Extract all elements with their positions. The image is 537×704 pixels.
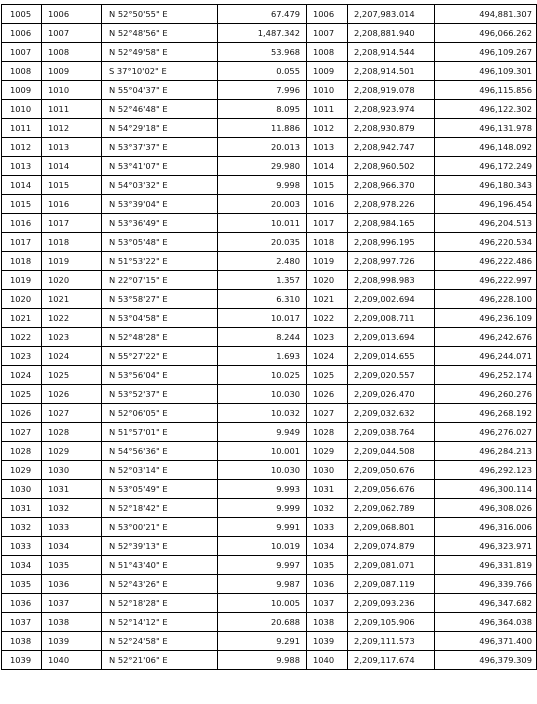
cell-easting: 496,204.513 (435, 214, 537, 233)
table-row (2, 271, 537, 290)
cell-to-point: 1040 (42, 651, 102, 670)
cell-from-point: 1036 (2, 594, 42, 613)
cell-point-number: 1024 (307, 347, 348, 366)
cell-distance: 10.032 (218, 404, 307, 423)
cell-northing: 2,209,068.801 (348, 518, 435, 537)
cell-easting: 496,316.006 (435, 518, 537, 537)
cell-bearing: N 51°57'01" E (102, 423, 218, 442)
cell-distance: 10.001 (218, 442, 307, 461)
cell-distance: 20.013 (218, 138, 307, 157)
cell-point-number: 1009 (307, 62, 348, 81)
cell-northing: 2,208,998.983 (348, 271, 435, 290)
cell-distance: 9.999 (218, 499, 307, 518)
cell-bearing: N 52°48'56" E (102, 24, 218, 43)
cell-northing: 2,208,923.974 (348, 100, 435, 119)
cell-northing: 2,209,117.674 (348, 651, 435, 670)
cell-easting: 496,260.276 (435, 385, 537, 404)
cell-to-point: 1011 (42, 100, 102, 119)
cell-from-point: 1023 (2, 347, 42, 366)
cell-to-point: 1028 (42, 423, 102, 442)
cell-easting: 496,222.486 (435, 252, 537, 271)
cell-northing: 2,209,081.071 (348, 556, 435, 575)
table-row (2, 138, 537, 157)
cell-bearing: N 52°39'13" E (102, 537, 218, 556)
cell-easting: 496,339.766 (435, 575, 537, 594)
table-row (2, 214, 537, 233)
cell-point-number: 1013 (307, 138, 348, 157)
cell-northing: 2,209,093.236 (348, 594, 435, 613)
table-row (2, 176, 537, 195)
table-row (2, 309, 537, 328)
cell-from-point: 1025 (2, 385, 42, 404)
cell-bearing: N 53°00'21" E (102, 518, 218, 537)
cell-distance: 9.993 (218, 480, 307, 499)
table-row (2, 252, 537, 271)
cell-bearing: N 54°03'32" E (102, 176, 218, 195)
cell-northing: 2,208,978.226 (348, 195, 435, 214)
cell-easting: 496,236.109 (435, 309, 537, 328)
cell-to-point: 1026 (42, 385, 102, 404)
cell-easting: 496,323.971 (435, 537, 537, 556)
cell-point-number: 1037 (307, 594, 348, 613)
cell-easting: 496,109.301 (435, 62, 537, 81)
cell-point-number: 1029 (307, 442, 348, 461)
table-row (2, 575, 537, 594)
cell-bearing: N 52°43'26" E (102, 575, 218, 594)
cell-northing: 2,209,044.508 (348, 442, 435, 461)
cell-from-point: 1039 (2, 651, 42, 670)
cell-bearing: N 53°36'49" E (102, 214, 218, 233)
table-row (2, 499, 537, 518)
table-row (2, 404, 537, 423)
cell-distance: 10.030 (218, 385, 307, 404)
table-row (2, 157, 537, 176)
cell-from-point: 1010 (2, 100, 42, 119)
cell-point-number: 1020 (307, 271, 348, 290)
cell-distance: 10.017 (218, 309, 307, 328)
cell-from-point: 1030 (2, 480, 42, 499)
cell-northing: 2,209,111.573 (348, 632, 435, 651)
cell-easting: 496,115.856 (435, 81, 537, 100)
cell-northing: 2,209,032.632 (348, 404, 435, 423)
cell-bearing: N 22°07'15" E (102, 271, 218, 290)
cell-easting: 496,131.978 (435, 119, 537, 138)
cell-point-number: 1032 (307, 499, 348, 518)
cell-bearing: N 52°24'58" E (102, 632, 218, 651)
cell-distance: 9.987 (218, 575, 307, 594)
cell-bearing: N 52°18'42" E (102, 499, 218, 518)
cell-easting: 496,148.092 (435, 138, 537, 157)
cell-point-number: 1014 (307, 157, 348, 176)
cell-point-number: 1026 (307, 385, 348, 404)
cell-distance: 8.095 (218, 100, 307, 119)
cell-point-number: 1008 (307, 43, 348, 62)
cell-northing: 2,208,914.501 (348, 62, 435, 81)
cell-from-point: 1013 (2, 157, 42, 176)
cell-from-point: 1029 (2, 461, 42, 480)
cell-bearing: N 55°04'37" E (102, 81, 218, 100)
cell-easting: 496,268.192 (435, 404, 537, 423)
cell-easting: 496,308.026 (435, 499, 537, 518)
cell-easting: 494,881.307 (435, 5, 537, 24)
cell-bearing: N 53°04'58" E (102, 309, 218, 328)
cell-northing: 2,208,942.747 (348, 138, 435, 157)
cell-northing: 2,209,020.557 (348, 366, 435, 385)
cell-distance: 20.035 (218, 233, 307, 252)
cell-northing: 2,208,881.940 (348, 24, 435, 43)
cell-from-point: 1038 (2, 632, 42, 651)
cell-to-point: 1033 (42, 518, 102, 537)
cell-point-number: 1036 (307, 575, 348, 594)
table-row (2, 461, 537, 480)
cell-distance: 9.988 (218, 651, 307, 670)
cell-bearing: N 52°06'05" E (102, 404, 218, 423)
table-row (2, 100, 537, 119)
cell-from-point: 1016 (2, 214, 42, 233)
cell-to-point: 1015 (42, 176, 102, 195)
cell-easting: 496,364.038 (435, 613, 537, 632)
cell-point-number: 1015 (307, 176, 348, 195)
cell-easting: 496,196.454 (435, 195, 537, 214)
cell-distance: 10.019 (218, 537, 307, 556)
cell-from-point: 1009 (2, 81, 42, 100)
cell-northing: 2,209,013.694 (348, 328, 435, 347)
cell-easting: 496,331.819 (435, 556, 537, 575)
cell-northing: 2,208,914.544 (348, 43, 435, 62)
cell-easting: 496,244.071 (435, 347, 537, 366)
cell-easting: 496,122.302 (435, 100, 537, 119)
cell-from-point: 1027 (2, 423, 42, 442)
cell-to-point: 1010 (42, 81, 102, 100)
cell-distance: 9.991 (218, 518, 307, 537)
cell-from-point: 1022 (2, 328, 42, 347)
cell-point-number: 1022 (307, 309, 348, 328)
cell-distance: 11.886 (218, 119, 307, 138)
cell-northing: 2,209,062.789 (348, 499, 435, 518)
cell-bearing: N 53°56'04" E (102, 366, 218, 385)
table-row (2, 423, 537, 442)
cell-to-point: 1016 (42, 195, 102, 214)
cell-from-point: 1011 (2, 119, 42, 138)
cell-to-point: 1032 (42, 499, 102, 518)
cell-distance: 9.949 (218, 423, 307, 442)
table-row (2, 5, 537, 24)
cell-point-number: 1012 (307, 119, 348, 138)
cell-bearing: N 53°41'07" E (102, 157, 218, 176)
cell-point-number: 1031 (307, 480, 348, 499)
cell-bearing: N 53°39'04" E (102, 195, 218, 214)
cell-to-point: 1017 (42, 214, 102, 233)
cell-distance: 0.055 (218, 62, 307, 81)
cell-point-number: 1027 (307, 404, 348, 423)
cell-from-point: 1033 (2, 537, 42, 556)
table-row (2, 366, 537, 385)
cell-easting: 496,066.262 (435, 24, 537, 43)
cell-from-point: 1017 (2, 233, 42, 252)
cell-point-number: 1038 (307, 613, 348, 632)
cell-from-point: 1021 (2, 309, 42, 328)
cell-distance: 20.003 (218, 195, 307, 214)
cell-northing: 2,209,087.119 (348, 575, 435, 594)
cell-distance: 29.980 (218, 157, 307, 176)
cell-point-number: 1007 (307, 24, 348, 43)
cell-distance: 1.693 (218, 347, 307, 366)
table-row (2, 518, 537, 537)
cell-northing: 2,208,966.370 (348, 176, 435, 195)
cell-easting: 496,228.100 (435, 290, 537, 309)
table-row (2, 233, 537, 252)
cell-to-point: 1025 (42, 366, 102, 385)
cell-point-number: 1033 (307, 518, 348, 537)
cell-easting: 496,222.997 (435, 271, 537, 290)
cell-distance: 1.357 (218, 271, 307, 290)
cell-northing: 2,209,038.764 (348, 423, 435, 442)
table-row (2, 43, 537, 62)
cell-to-point: 1035 (42, 556, 102, 575)
cell-from-point: 1020 (2, 290, 42, 309)
cell-to-point: 1027 (42, 404, 102, 423)
cell-northing: 2,209,002.694 (348, 290, 435, 309)
cell-point-number: 1016 (307, 195, 348, 214)
cell-distance: 10.025 (218, 366, 307, 385)
cell-distance: 53.968 (218, 43, 307, 62)
cell-point-number: 1021 (307, 290, 348, 309)
cell-distance: 20.688 (218, 613, 307, 632)
cell-point-number: 1035 (307, 556, 348, 575)
cell-bearing: N 52°03'14" E (102, 461, 218, 480)
cell-easting: 496,300.114 (435, 480, 537, 499)
cell-to-point: 1007 (42, 24, 102, 43)
cell-from-point: 1024 (2, 366, 42, 385)
cell-point-number: 1025 (307, 366, 348, 385)
cell-distance: 9.291 (218, 632, 307, 651)
cell-distance: 67.479 (218, 5, 307, 24)
cell-northing: 2,207,983.014 (348, 5, 435, 24)
cell-to-point: 1031 (42, 480, 102, 499)
cell-to-point: 1021 (42, 290, 102, 309)
cell-distance: 9.997 (218, 556, 307, 575)
table-row (2, 119, 537, 138)
cell-northing: 2,208,984.165 (348, 214, 435, 233)
cell-point-number: 1017 (307, 214, 348, 233)
cell-from-point: 1012 (2, 138, 42, 157)
cell-distance: 1,487.342 (218, 24, 307, 43)
cell-easting: 496,284.213 (435, 442, 537, 461)
cell-bearing: N 52°14'12" E (102, 613, 218, 632)
cell-point-number: 1028 (307, 423, 348, 442)
cell-easting: 496,379.309 (435, 651, 537, 670)
cell-from-point: 1018 (2, 252, 42, 271)
cell-point-number: 1030 (307, 461, 348, 480)
cell-to-point: 1034 (42, 537, 102, 556)
cell-easting: 496,242.676 (435, 328, 537, 347)
cell-northing: 2,208,919.078 (348, 81, 435, 100)
table-row (2, 442, 537, 461)
cell-distance: 10.005 (218, 594, 307, 613)
cell-bearing: N 51°43'40" E (102, 556, 218, 575)
cell-bearing: N 53°05'49" E (102, 480, 218, 499)
cell-easting: 496,292.123 (435, 461, 537, 480)
cell-from-point: 1037 (2, 613, 42, 632)
cell-to-point: 1018 (42, 233, 102, 252)
table-row (2, 651, 537, 670)
cell-to-point: 1014 (42, 157, 102, 176)
table-row (2, 328, 537, 347)
cell-point-number: 1019 (307, 252, 348, 271)
cell-distance: 6.310 (218, 290, 307, 309)
cell-northing: 2,208,930.879 (348, 119, 435, 138)
cell-from-point: 1005 (2, 5, 42, 24)
traverse-table-body (2, 5, 537, 670)
cell-bearing: N 52°48'28" E (102, 328, 218, 347)
cell-easting: 496,371.400 (435, 632, 537, 651)
cell-to-point: 1012 (42, 119, 102, 138)
cell-bearing: N 54°29'18" E (102, 119, 218, 138)
cell-distance: 9.998 (218, 176, 307, 195)
cell-to-point: 1013 (42, 138, 102, 157)
cell-from-point: 1014 (2, 176, 42, 195)
cell-northing: 2,208,996.195 (348, 233, 435, 252)
cell-to-point: 1009 (42, 62, 102, 81)
cell-northing: 2,209,105.906 (348, 613, 435, 632)
cell-distance: 10.030 (218, 461, 307, 480)
table-row (2, 385, 537, 404)
cell-from-point: 1032 (2, 518, 42, 537)
cell-bearing: N 53°05'48" E (102, 233, 218, 252)
cell-northing: 2,209,074.879 (348, 537, 435, 556)
cell-northing: 2,209,014.655 (348, 347, 435, 366)
cell-point-number: 1018 (307, 233, 348, 252)
cell-from-point: 1031 (2, 499, 42, 518)
cell-distance: 10.011 (218, 214, 307, 233)
cell-easting: 496,347.682 (435, 594, 537, 613)
cell-from-point: 1026 (2, 404, 42, 423)
cell-northing: 2,209,008.711 (348, 309, 435, 328)
cell-to-point: 1038 (42, 613, 102, 632)
cell-bearing: N 55°27'22" E (102, 347, 218, 366)
cell-northing: 2,208,997.726 (348, 252, 435, 271)
cell-to-point: 1022 (42, 309, 102, 328)
cell-easting: 496,172.249 (435, 157, 537, 176)
cell-from-point: 1035 (2, 575, 42, 594)
cell-to-point: 1008 (42, 43, 102, 62)
cell-to-point: 1023 (42, 328, 102, 347)
cell-to-point: 1030 (42, 461, 102, 480)
cell-from-point: 1028 (2, 442, 42, 461)
cell-bearing: N 53°52'37" E (102, 385, 218, 404)
cell-distance: 7.996 (218, 81, 307, 100)
cell-bearing: N 52°21'06" E (102, 651, 218, 670)
table-row (2, 613, 537, 632)
table-row (2, 347, 537, 366)
cell-bearing: N 52°18'28" E (102, 594, 218, 613)
table-row (2, 24, 537, 43)
table-row (2, 195, 537, 214)
table-row (2, 594, 537, 613)
cell-to-point: 1037 (42, 594, 102, 613)
cell-bearing: N 52°49'58" E (102, 43, 218, 62)
cell-northing: 2,209,050.676 (348, 461, 435, 480)
cell-distance: 8.244 (218, 328, 307, 347)
cell-point-number: 1023 (307, 328, 348, 347)
cell-to-point: 1020 (42, 271, 102, 290)
cell-from-point: 1015 (2, 195, 42, 214)
cell-easting: 496,276.027 (435, 423, 537, 442)
cell-to-point: 1024 (42, 347, 102, 366)
cell-point-number: 1010 (307, 81, 348, 100)
cell-point-number: 1034 (307, 537, 348, 556)
cell-distance: 2.480 (218, 252, 307, 271)
cell-bearing: N 53°58'27" E (102, 290, 218, 309)
cell-point-number: 1039 (307, 632, 348, 651)
table-row (2, 480, 537, 499)
cell-easting: 496,180.343 (435, 176, 537, 195)
cell-bearing: N 53°37'37" E (102, 138, 218, 157)
cell-point-number: 1040 (307, 651, 348, 670)
cell-easting: 496,252.174 (435, 366, 537, 385)
cell-northing: 2,208,960.502 (348, 157, 435, 176)
cell-point-number: 1011 (307, 100, 348, 119)
cell-bearing: S 37°10'02" E (102, 62, 218, 81)
table-row (2, 556, 537, 575)
cell-to-point: 1019 (42, 252, 102, 271)
cell-from-point: 1008 (2, 62, 42, 81)
cell-bearing: N 52°50'55" E (102, 5, 218, 24)
cell-from-point: 1007 (2, 43, 42, 62)
cell-from-point: 1034 (2, 556, 42, 575)
table-row (2, 62, 537, 81)
cell-from-point: 1019 (2, 271, 42, 290)
cell-to-point: 1036 (42, 575, 102, 594)
cell-to-point: 1039 (42, 632, 102, 651)
table-row (2, 537, 537, 556)
table-row (2, 81, 537, 100)
cell-bearing: N 52°46'48" E (102, 100, 218, 119)
table-row (2, 290, 537, 309)
cell-northing: 2,209,056.676 (348, 480, 435, 499)
cell-bearing: N 54°56'36" E (102, 442, 218, 461)
traverse-table (1, 4, 537, 670)
cell-northing: 2,209,026.470 (348, 385, 435, 404)
cell-bearing: N 51°53'22" E (102, 252, 218, 271)
cell-from-point: 1006 (2, 24, 42, 43)
cell-to-point: 1029 (42, 442, 102, 461)
cell-easting: 496,220.534 (435, 233, 537, 252)
cell-to-point: 1006 (42, 5, 102, 24)
cell-easting: 496,109.267 (435, 43, 537, 62)
table-row (2, 632, 537, 651)
cell-point-number: 1006 (307, 5, 348, 24)
